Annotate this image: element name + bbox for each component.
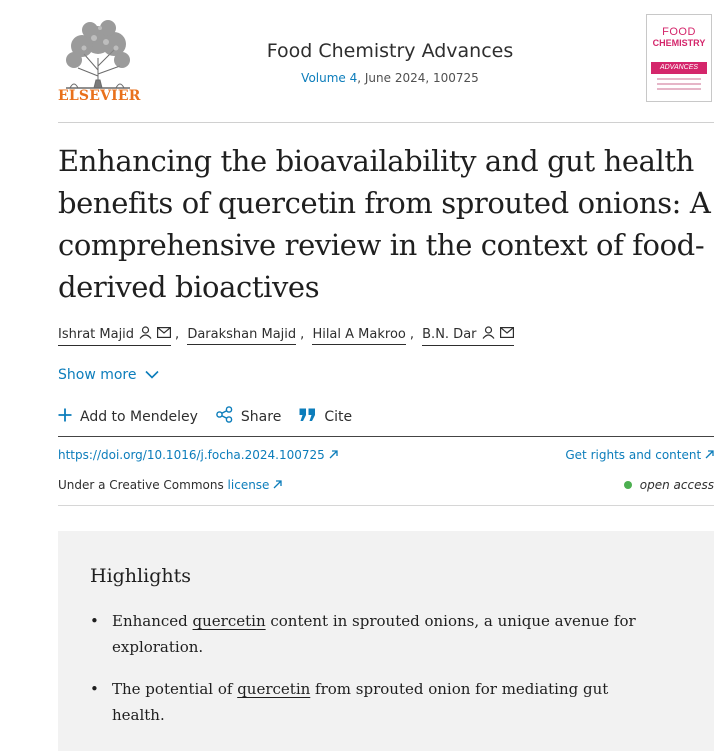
highlights-heading: Highlights — [90, 565, 191, 587]
chevron-down-icon — [145, 367, 159, 383]
share-label: Share — [240, 408, 282, 425]
cover-title — [651, 27, 707, 49]
journal-issue-info — [180, 71, 600, 85]
quercetin-term-link[interactable]: quercetin — [237, 680, 311, 698]
doi-text: https://doi.org/10.1016/j.focha.2024.100725 — [58, 448, 325, 462]
author-separator: , — [409, 327, 414, 342]
person-icon — [139, 326, 152, 343]
add-to-mendeley-label: Add to Mendeley — [80, 408, 198, 425]
author-separator: , — [175, 327, 180, 342]
journal-cover-thumbnail[interactable] — [646, 14, 712, 102]
header-divider — [58, 122, 714, 123]
elsevier-wordmark: ELSEVIER — [58, 88, 141, 104]
cite-button[interactable] — [299, 408, 352, 426]
author-link[interactable] — [58, 326, 171, 346]
person-icon — [482, 326, 495, 343]
external-link-icon — [273, 478, 282, 492]
author-link[interactable] — [187, 327, 296, 345]
cite-label: Cite — [324, 408, 353, 425]
add-to-mendeley-button[interactable] — [58, 408, 198, 426]
quercetin-term-link[interactable]: quercetin — [192, 612, 266, 630]
author-name: Ishrat Majid — [58, 327, 135, 342]
journal-title[interactable]: Food Chemistry Advances — [266, 40, 514, 62]
plus-icon — [58, 408, 72, 426]
open-access-dot-icon — [624, 481, 632, 489]
share-icon — [216, 406, 233, 427]
author-name: Hilal A Makroo — [312, 327, 406, 342]
license-info — [58, 478, 282, 492]
license-prefix: Under a Creative Commons — [58, 478, 228, 492]
external-link-icon — [705, 448, 714, 462]
show-more-label: Show more — [58, 367, 137, 383]
volume-link[interactable]: Volume 4 — [301, 71, 358, 85]
cover-band: ADVANCES — [651, 62, 707, 74]
author-separator: , — [300, 327, 305, 342]
meta-divider — [58, 505, 714, 506]
article-actions — [58, 406, 370, 427]
highlight-text-before: The potential of — [112, 680, 238, 698]
open-access-badge — [624, 478, 714, 492]
open-access-label: open access — [639, 478, 714, 492]
rights-text: Get rights and content — [565, 448, 702, 462]
cover-title-line2: CHEMISTRY — [652, 38, 706, 48]
author-link[interactable] — [422, 326, 513, 346]
highlight-text-after: content in sprouted onions, a unique avenue for exploration. — [112, 612, 636, 656]
cover-title-line1: FOOD — [662, 26, 696, 38]
envelope-icon — [500, 327, 514, 342]
share-button[interactable] — [216, 406, 281, 427]
issue-date: , June 2024, 100725 — [357, 71, 479, 85]
quote-icon — [299, 408, 316, 426]
list-item — [90, 676, 650, 728]
author-link[interactable] — [312, 327, 405, 345]
author-list — [58, 326, 718, 346]
show-more-button[interactable] — [58, 367, 159, 383]
rights-link[interactable] — [565, 448, 714, 462]
cover-decoration — [657, 78, 701, 93]
highlight-text-before: Enhanced — [112, 612, 193, 630]
envelope-icon — [157, 327, 171, 342]
actions-divider — [58, 436, 714, 437]
license-link[interactable] — [228, 478, 283, 492]
list-item — [90, 608, 650, 660]
author-name: Darakshan Majid — [187, 327, 297, 342]
author-name: B.N. Dar — [422, 327, 477, 342]
external-link-icon — [329, 448, 338, 462]
highlights-section — [58, 531, 714, 751]
doi-link[interactable] — [58, 448, 338, 462]
license-link-text: license — [227, 478, 270, 492]
journal-header — [0, 0, 726, 122]
highlights-list — [90, 608, 650, 744]
article-title: Enhancing the bioavailability and gut health benefits of quercetin from sprouted onions: A comprehensive review in the context of food-derived bioactives — [58, 144, 711, 304]
highlight-text-after: from sprouted onion for mediating gut health. — [112, 680, 609, 724]
